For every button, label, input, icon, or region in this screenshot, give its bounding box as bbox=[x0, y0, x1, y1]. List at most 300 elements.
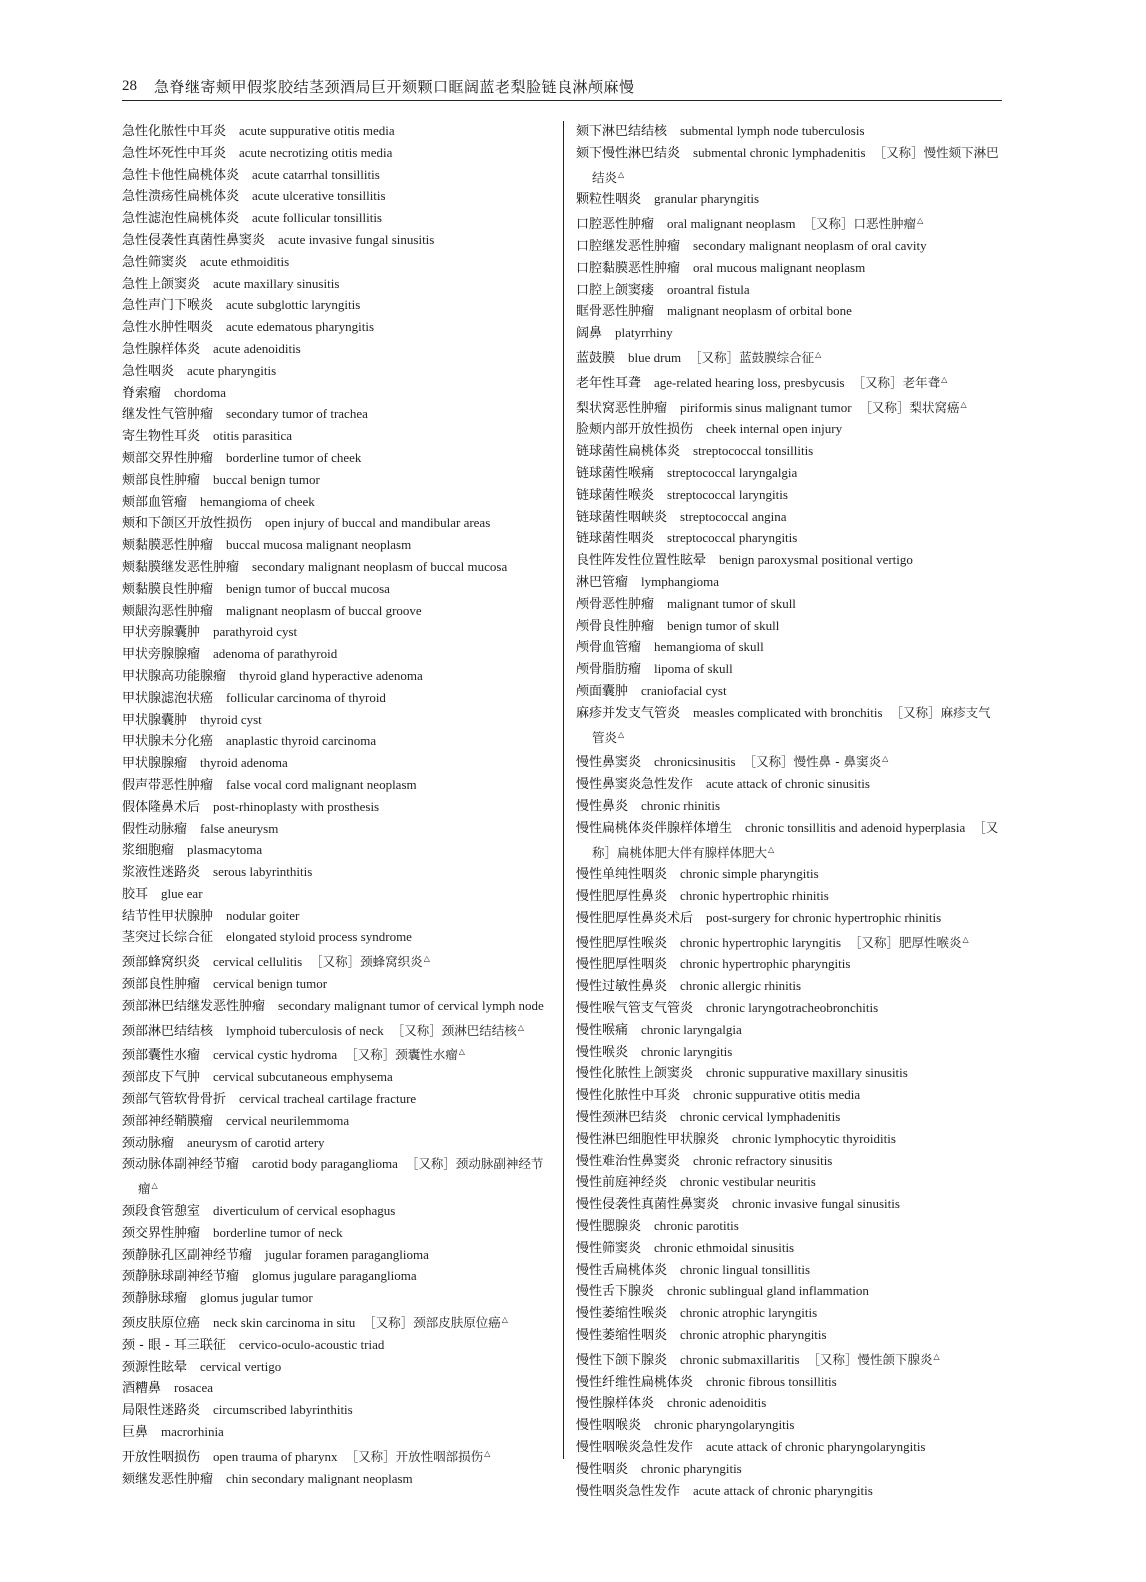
term-english: chronic allergic rhinitis bbox=[680, 978, 802, 994]
term-english: lymphangioma bbox=[641, 573, 720, 589]
term-english: plasmacytoma bbox=[187, 842, 263, 858]
term-entry bbox=[122, 797, 554, 819]
term-entry bbox=[576, 908, 1002, 930]
term-chinese: 慢性咽炎 bbox=[576, 1461, 629, 1477]
term-alias: ［又称］慢性鼻 - 鼻窦炎 bbox=[743, 754, 882, 770]
term-english: secondary tumor of trachea bbox=[226, 406, 368, 422]
term-chinese: 慢性咽喉炎 bbox=[576, 1418, 642, 1434]
term-chinese: 颈部淋巴结结核 bbox=[122, 1023, 214, 1039]
term-chinese: 脊索瘤 bbox=[122, 385, 162, 401]
term-entry bbox=[576, 637, 1002, 659]
term-entry bbox=[122, 1444, 554, 1469]
term-chinese: 颈动脉体副神经节瘤 bbox=[122, 1157, 240, 1173]
term-entry bbox=[122, 775, 554, 797]
term-entry bbox=[122, 974, 554, 996]
term-chinese: 急性坏死性中耳炎 bbox=[122, 145, 227, 161]
term-english: adenoma of parathyroid bbox=[213, 646, 338, 662]
term-entry bbox=[122, 949, 554, 974]
term-entry bbox=[122, 1223, 554, 1245]
term-entry bbox=[122, 1089, 554, 1111]
term-english: piriformis sinus malignant tumor bbox=[680, 399, 852, 415]
triangle-mark: △ bbox=[618, 169, 625, 179]
term-entry bbox=[576, 1216, 1002, 1238]
term-english: streptococcal angina bbox=[680, 508, 787, 524]
term-chinese: 慢性颈淋巴结炎 bbox=[576, 1110, 668, 1126]
term-english: thyroid cyst bbox=[200, 711, 262, 727]
term-chinese: 胶耳 bbox=[122, 886, 149, 902]
term-english: acute edematous pharyngitis bbox=[226, 319, 375, 335]
term-chinese: 蓝鼓膜 bbox=[576, 350, 616, 366]
term-entry bbox=[122, 383, 554, 405]
term-english: cervical subcutaneous emphysema bbox=[213, 1069, 393, 1085]
term-chinese: 慢性扁桃体炎伴腺样体增生 bbox=[576, 820, 733, 836]
term-entry bbox=[122, 1245, 554, 1267]
term-alias: ［又称］梨状窝癌 bbox=[859, 399, 960, 415]
term-chinese: 眶骨恶性肿瘤 bbox=[576, 304, 655, 320]
term-entry bbox=[576, 1063, 1002, 1085]
triangle-mark: △ bbox=[423, 954, 430, 964]
term-chinese: 颏继发恶性肿瘤 bbox=[122, 1471, 214, 1487]
term-entry bbox=[576, 280, 1002, 302]
term-chinese: 急性上颌窦炎 bbox=[122, 276, 201, 292]
term-english: chin secondary malignant neoplasm bbox=[226, 1470, 413, 1486]
term-entry bbox=[576, 616, 1002, 638]
term-english: streptococcal laryngitis bbox=[667, 486, 788, 502]
term-entry bbox=[576, 441, 1002, 463]
term-chinese: 慢性肥厚性咽炎 bbox=[576, 957, 668, 973]
term-english: malignant tumor of skull bbox=[667, 595, 796, 611]
term-chinese: 链球菌性喉炎 bbox=[576, 487, 655, 503]
term-english: cervical benign tumor bbox=[213, 976, 328, 992]
term-english: chronic vestibular neuritis bbox=[680, 1174, 816, 1190]
term-english: open injury of buccal and mandibular areas bbox=[265, 515, 491, 531]
term-chinese: 急性筛窦炎 bbox=[122, 254, 188, 270]
term-chinese: 慢性肥厚性鼻炎 bbox=[576, 889, 668, 905]
term-chinese: 慢性腮腺炎 bbox=[576, 1219, 642, 1235]
term-english: oral mucous malignant neoplasm bbox=[693, 259, 866, 275]
term-chinese: 慢性下颌下腺炎 bbox=[576, 1352, 668, 1368]
term-chinese: 颈部蜂窝织炎 bbox=[122, 955, 201, 971]
term-chinese: 老年性耳聋 bbox=[576, 375, 642, 391]
term-entry bbox=[576, 1238, 1002, 1260]
term-entry bbox=[122, 840, 554, 862]
term-chinese: 酒糟鼻 bbox=[122, 1381, 162, 1397]
term-chinese: 慢性萎缩性喉炎 bbox=[576, 1306, 668, 1322]
term-english: acute ethmoiditis bbox=[200, 253, 290, 269]
term-english: measles complicated with bronchitis bbox=[693, 704, 883, 720]
term-entry bbox=[576, 1172, 1002, 1194]
term-chinese: 慢性难治性鼻窦炎 bbox=[576, 1153, 681, 1169]
term-entry bbox=[576, 258, 1002, 280]
term-entry bbox=[122, 1335, 554, 1357]
term-english: cervical tracheal cartilage fracture bbox=[239, 1091, 417, 1107]
term-chinese: 慢性单纯性咽炎 bbox=[576, 867, 668, 883]
term-chinese: 慢性鼻窦炎 bbox=[576, 755, 642, 771]
term-entry bbox=[122, 1201, 554, 1223]
term-entry bbox=[576, 1129, 1002, 1151]
term-chinese: 颊黏膜恶性肿瘤 bbox=[122, 538, 214, 554]
term-chinese: 慢性舌扁桃体炎 bbox=[576, 1262, 668, 1278]
term-chinese: 阔鼻 bbox=[576, 326, 603, 342]
term-chinese: 急性水肿性咽炎 bbox=[122, 320, 214, 336]
triangle-mark: △ bbox=[618, 729, 625, 739]
term-chinese: 颈皮肤原位癌 bbox=[122, 1316, 201, 1332]
term-entry bbox=[576, 1393, 1002, 1415]
term-entry bbox=[576, 485, 1002, 507]
term-english: chronic refractory sinusitis bbox=[693, 1152, 833, 1168]
term-entry bbox=[122, 557, 554, 579]
term-english: chronic laryngotracheobronchitis bbox=[706, 1000, 879, 1016]
term-entry bbox=[576, 301, 1002, 323]
triangle-mark: △ bbox=[962, 934, 969, 944]
term-chinese: 颅骨良性肿瘤 bbox=[576, 618, 655, 634]
term-english: secondary malignant neoplasm of oral cavity bbox=[693, 237, 927, 253]
term-english: submental lymph node tuberculosis bbox=[680, 123, 865, 138]
term-entry bbox=[122, 927, 554, 949]
term-entry bbox=[576, 954, 1002, 976]
term-entry bbox=[576, 463, 1002, 485]
term-chinese: 慢性肥厚性鼻炎术后 bbox=[576, 910, 694, 926]
term-chinese: 寄生物性耳炎 bbox=[122, 429, 201, 445]
term-entry bbox=[576, 1347, 1002, 1372]
term-entry bbox=[576, 1085, 1002, 1107]
term-chinese: 颅骨恶性肿瘤 bbox=[576, 596, 655, 612]
term-chinese: 急性卡他性扁桃体炎 bbox=[122, 167, 240, 183]
term-entry bbox=[576, 211, 1002, 236]
term-english: lipoma of skull bbox=[654, 661, 733, 677]
term-entry bbox=[576, 1325, 1002, 1347]
term-entry bbox=[122, 1357, 554, 1379]
term-english: thyroid adenoma bbox=[200, 755, 288, 771]
term-english: granular pharyngitis bbox=[654, 191, 760, 207]
term-entry bbox=[122, 1422, 554, 1444]
term-entry bbox=[122, 1400, 554, 1422]
term-entry bbox=[122, 513, 554, 535]
term-english: chronic hypertrophic pharyngitis bbox=[680, 956, 851, 972]
term-entry bbox=[576, 864, 1002, 886]
term-alias: ［又称］颈部皮肤原位癌 bbox=[363, 1315, 501, 1331]
term-english: elongated styloid process syndrome bbox=[226, 929, 412, 945]
term-entry bbox=[576, 550, 1002, 572]
term-english: chronic laryngalgia bbox=[641, 1021, 742, 1037]
term-entry bbox=[576, 886, 1002, 908]
term-entry bbox=[122, 186, 554, 208]
term-english: chronic sublingual gland inflammation bbox=[667, 1283, 869, 1299]
term-english: chronic laryngitis bbox=[641, 1043, 733, 1059]
term-chinese: 慢性鼻窦炎急性发作 bbox=[576, 777, 694, 793]
term-english: chronic invasive fungal sinusitis bbox=[732, 1196, 900, 1212]
term-chinese: 口腔恶性肿瘤 bbox=[576, 217, 655, 233]
term-english: chronic suppurative otitis media bbox=[693, 1087, 861, 1103]
term-entry bbox=[122, 143, 554, 165]
term-english: thyroid gland hyperactive adenoma bbox=[239, 667, 423, 683]
term-english: blue drum bbox=[628, 349, 682, 365]
term-entry bbox=[576, 681, 1002, 703]
term-english: chronic pharyngitis bbox=[641, 1460, 742, 1476]
term-english: chronic hypertrophic rhinitis bbox=[680, 888, 829, 904]
term-english: acute follicular tonsillitis bbox=[252, 210, 382, 226]
term-chinese: 颈部神经鞘膜瘤 bbox=[122, 1113, 214, 1129]
term-english: craniofacial cyst bbox=[641, 682, 727, 698]
term-entry bbox=[576, 189, 1002, 211]
term-entry bbox=[122, 1288, 554, 1310]
term-english: borderline tumor of cheek bbox=[226, 449, 362, 465]
term-alias: ［又称］蓝鼓膜综合征 bbox=[689, 349, 815, 365]
term-chinese: 急性侵袭性真菌性鼻窦炎 bbox=[122, 232, 266, 248]
term-chinese: 甲状腺滤泡状癌 bbox=[122, 690, 214, 706]
term-chinese: 口腔上颌窦瘘 bbox=[576, 282, 655, 298]
page-number: 28 bbox=[122, 78, 137, 94]
term-chinese: 颈静脉球副神经节瘤 bbox=[122, 1269, 240, 1285]
term-english: follicular carcinoma of thyroid bbox=[226, 689, 386, 705]
term-chinese: 慢性化脓性上颌窦炎 bbox=[576, 1066, 694, 1082]
triangle-mark: △ bbox=[815, 349, 822, 359]
term-english: secondary malignant neoplasm of buccal mucosa bbox=[252, 558, 508, 574]
term-chinese: 颈部淋巴结继发恶性肿瘤 bbox=[122, 998, 266, 1014]
term-entry bbox=[122, 339, 554, 361]
term-chinese: 口腔黏膜恶性肿瘤 bbox=[576, 260, 681, 276]
term-english: buccal benign tumor bbox=[213, 471, 320, 487]
term-chinese: 浆液性迷路炎 bbox=[122, 865, 201, 881]
term-entry bbox=[122, 361, 554, 383]
term-english: acute pharyngitis bbox=[187, 362, 277, 378]
term-english: glue ear bbox=[161, 885, 203, 901]
term-entry bbox=[122, 579, 554, 601]
term-entry bbox=[122, 274, 554, 296]
term-english: oroantral fistula bbox=[667, 281, 750, 297]
term-chinese: 巨鼻 bbox=[122, 1425, 149, 1441]
term-entry bbox=[576, 1372, 1002, 1394]
term-english: diverticulum of cervical esophagus bbox=[213, 1203, 396, 1219]
term-chinese: 口腔继发恶性肿瘤 bbox=[576, 238, 681, 254]
left-column bbox=[122, 121, 554, 1490]
term-entry bbox=[122, 862, 554, 884]
term-entry bbox=[576, 572, 1002, 594]
term-chinese: 假性动脉瘤 bbox=[122, 821, 188, 837]
term-entry bbox=[576, 395, 1002, 420]
term-entry bbox=[122, 252, 554, 274]
term-chinese: 颈 - 眼 - 耳三联征 bbox=[122, 1337, 226, 1353]
term-entry bbox=[122, 688, 554, 710]
term-chinese: 颈部囊性水瘤 bbox=[122, 1048, 201, 1064]
term-english: oral malignant neoplasm bbox=[667, 216, 796, 232]
term-chinese: 慢性前庭神经炎 bbox=[576, 1175, 668, 1191]
term-entry bbox=[576, 1303, 1002, 1325]
term-chinese: 急性滤泡性扁桃体炎 bbox=[122, 211, 240, 227]
term-entry bbox=[576, 143, 1002, 190]
term-chinese: 浆细胞瘤 bbox=[122, 843, 175, 859]
triangle-mark: △ bbox=[151, 1181, 158, 1191]
term-english: false vocal cord malignant neoplasm bbox=[226, 776, 417, 792]
term-chinese: 链球菌性扁桃体炎 bbox=[576, 444, 681, 460]
term-entry bbox=[576, 749, 1002, 774]
term-english: parathyroid cyst bbox=[213, 624, 298, 640]
term-chinese: 颗粒性咽炎 bbox=[576, 192, 642, 208]
term-entry bbox=[122, 996, 554, 1018]
term-english: cervical vertigo bbox=[200, 1358, 282, 1374]
term-english: streptococcal laryngalgia bbox=[667, 464, 798, 480]
term-chinese: 颊黏膜良性肿瘤 bbox=[122, 581, 214, 597]
term-alias: ［又称］口恶性肿瘤 bbox=[803, 216, 917, 232]
term-english: acute suppurative otitis media bbox=[239, 123, 395, 138]
term-entry bbox=[576, 1459, 1002, 1481]
triangle-mark: △ bbox=[517, 1022, 524, 1032]
term-alias: ［又称］颈动脉副神经节瘤 bbox=[138, 1156, 544, 1197]
term-chinese: 慢性肥厚性喉炎 bbox=[576, 935, 668, 951]
term-english: false aneurysm bbox=[200, 820, 279, 836]
triangle-mark: △ bbox=[458, 1047, 465, 1057]
term-entry bbox=[576, 930, 1002, 955]
term-chinese: 颊和下颌区开放性损伤 bbox=[122, 516, 253, 532]
term-chinese: 慢性喉炎 bbox=[576, 1044, 629, 1060]
term-chinese: 慢性鼻炎 bbox=[576, 798, 629, 814]
term-english: acute attack of chronic pharyngitis bbox=[693, 1482, 873, 1498]
term-english: jugular foramen paraganglioma bbox=[265, 1246, 429, 1262]
term-entry bbox=[122, 1042, 554, 1067]
term-entry bbox=[122, 295, 554, 317]
term-english: streptococcal tonsillitis bbox=[693, 443, 814, 459]
term-entry bbox=[576, 1020, 1002, 1042]
term-english: macrorhinia bbox=[161, 1424, 224, 1440]
term-entry bbox=[122, 1378, 554, 1400]
term-chinese: 继发性气管肿瘤 bbox=[122, 407, 214, 423]
term-english: aneurysm of carotid artery bbox=[187, 1134, 325, 1150]
term-chinese: 开放性咽损伤 bbox=[122, 1449, 201, 1465]
term-entry bbox=[122, 710, 554, 732]
term-entry bbox=[576, 507, 1002, 529]
term-english: acute subglottic laryngitis bbox=[226, 297, 361, 313]
term-entry bbox=[122, 426, 554, 448]
term-entry bbox=[576, 998, 1002, 1020]
term-english: streptococcal pharyngitis bbox=[667, 530, 798, 546]
term-entry bbox=[122, 884, 554, 906]
term-chinese: 颊黏膜继发恶性肿瘤 bbox=[122, 559, 240, 575]
term-entry bbox=[576, 1042, 1002, 1064]
term-chinese: 淋巴管瘤 bbox=[576, 574, 629, 590]
term-alias: ［又称］麻疹支气管炎 bbox=[592, 704, 991, 745]
term-chinese: 慢性纤维性扁桃体炎 bbox=[576, 1374, 694, 1390]
term-english: acute adenoiditis bbox=[213, 340, 301, 356]
term-english: cervical neurilemmoma bbox=[226, 1112, 350, 1128]
term-alias: ［又称］扁桃体肥大伴有腺样体肥大 bbox=[592, 819, 999, 860]
triangle-mark: △ bbox=[882, 754, 889, 764]
triangle-mark: △ bbox=[501, 1315, 508, 1325]
term-entry bbox=[122, 121, 554, 143]
term-english: acute ulcerative tonsillitis bbox=[252, 188, 386, 204]
term-chinese: 甲状腺高功能腺瘤 bbox=[122, 668, 227, 684]
term-english: rosacea bbox=[174, 1380, 213, 1396]
term-english: chronic simple pharyngitis bbox=[680, 866, 819, 882]
term-chinese: 颊部血管瘤 bbox=[122, 494, 188, 510]
term-entry bbox=[576, 345, 1002, 370]
term-chinese: 颊龈沟恶性肿瘤 bbox=[122, 603, 214, 619]
term-english: chordoma bbox=[174, 384, 226, 400]
term-english: chronic suppurative maxillary sinusitis bbox=[706, 1065, 908, 1081]
term-english: open trauma of pharynx bbox=[213, 1448, 338, 1464]
term-chinese: 颈段食管憩室 bbox=[122, 1204, 201, 1220]
term-entry bbox=[122, 208, 554, 230]
term-english: chronic tonsillitis and adenoid hyperplasia bbox=[745, 819, 966, 835]
term-entry bbox=[576, 1415, 1002, 1437]
page-header bbox=[122, 72, 1002, 101]
term-alias: ［又称］开放性咽部损伤 bbox=[345, 1448, 484, 1464]
term-chinese: 慢性咽喉炎急性发作 bbox=[576, 1440, 694, 1456]
term-chinese: 急性咽炎 bbox=[122, 363, 175, 379]
term-entry bbox=[576, 796, 1002, 818]
term-chinese: 颈源性眩晕 bbox=[122, 1359, 188, 1375]
term-english: benign tumor of buccal mucosa bbox=[226, 580, 390, 596]
running-title: 急脊继寄颊甲假浆胶结茎颈酒局巨开颏颗口眶阔蓝老梨脸链良淋颅麻慢 bbox=[154, 78, 635, 96]
term-chinese: 颈部气管软骨骨折 bbox=[122, 1092, 227, 1108]
term-chinese: 局限性迷路炎 bbox=[122, 1403, 201, 1419]
term-english: chronic pharyngolaryngitis bbox=[654, 1417, 795, 1433]
triangle-mark: △ bbox=[933, 1351, 940, 1361]
term-english: acute invasive fungal sinusitis bbox=[278, 231, 435, 247]
term-entry bbox=[576, 1437, 1002, 1459]
term-entry bbox=[122, 1067, 554, 1089]
term-english: secondary malignant tumor of cervical lymph node bbox=[278, 997, 544, 1013]
term-english: chronic hypertrophic laryngitis bbox=[680, 934, 842, 950]
term-english: glomus jugular tumor bbox=[200, 1290, 313, 1306]
term-chinese: 颊部良性肿瘤 bbox=[122, 472, 201, 488]
term-english: anaplastic thyroid carcinoma bbox=[226, 733, 377, 749]
term-entry bbox=[576, 1107, 1002, 1129]
term-entry bbox=[122, 1154, 554, 1201]
term-english: benign tumor of skull bbox=[667, 617, 780, 633]
term-chinese: 脸颊内部开放性损伤 bbox=[576, 422, 694, 438]
term-chinese: 链球菌性喉痛 bbox=[576, 465, 655, 481]
term-entry bbox=[576, 703, 1002, 750]
term-entry bbox=[122, 1266, 554, 1288]
term-english: buccal mucosa malignant neoplasm bbox=[226, 537, 412, 553]
term-entry bbox=[122, 230, 554, 252]
term-chinese: 慢性喉痛 bbox=[576, 1022, 629, 1038]
term-english: acute attack of chronic sinusitis bbox=[706, 776, 870, 792]
term-entry bbox=[122, 1018, 554, 1043]
term-chinese: 急性化脓性中耳炎 bbox=[122, 124, 227, 139]
term-entry bbox=[122, 666, 554, 688]
term-english: cheek internal open injury bbox=[706, 421, 843, 437]
term-entry bbox=[122, 448, 554, 470]
term-entry bbox=[122, 317, 554, 339]
term-chinese: 颈静脉球瘤 bbox=[122, 1291, 188, 1307]
term-entry bbox=[122, 1133, 554, 1155]
term-entry bbox=[576, 121, 1002, 143]
term-english: hemangioma of cheek bbox=[200, 493, 315, 509]
term-chinese: 颈交界性肿瘤 bbox=[122, 1225, 201, 1241]
term-chinese: 慢性侵袭性真菌性鼻窦炎 bbox=[576, 1197, 720, 1213]
term-entry bbox=[576, 1194, 1002, 1216]
term-english: acute catarrhal tonsillitis bbox=[252, 166, 380, 182]
term-english: glomus jugulare paraganglioma bbox=[252, 1268, 417, 1284]
term-chinese: 急性腺样体炎 bbox=[122, 341, 201, 357]
term-chinese: 颊部交界性肿瘤 bbox=[122, 450, 214, 466]
term-chinese: 慢性咽炎急性发作 bbox=[576, 1483, 681, 1499]
term-chinese: 慢性萎缩性咽炎 bbox=[576, 1328, 668, 1344]
term-chinese: 颈部良性肿瘤 bbox=[122, 977, 201, 993]
triangle-mark: △ bbox=[484, 1448, 491, 1458]
term-english: neck skin carcinoma in situ bbox=[213, 1315, 356, 1331]
term-chinese: 颏下淋巴结结核 bbox=[576, 124, 668, 139]
term-chinese: 颅面囊肿 bbox=[576, 683, 629, 699]
term-english: chronic submaxillaritis bbox=[680, 1351, 800, 1367]
term-chinese: 颈静脉孔区副神经节瘤 bbox=[122, 1247, 253, 1263]
term-entry bbox=[122, 1310, 554, 1335]
term-entry bbox=[576, 774, 1002, 796]
term-english: lymphoid tuberculosis of neck bbox=[226, 1022, 384, 1038]
term-chinese: 假声带恶性肿瘤 bbox=[122, 777, 214, 793]
term-entry bbox=[576, 818, 1002, 865]
